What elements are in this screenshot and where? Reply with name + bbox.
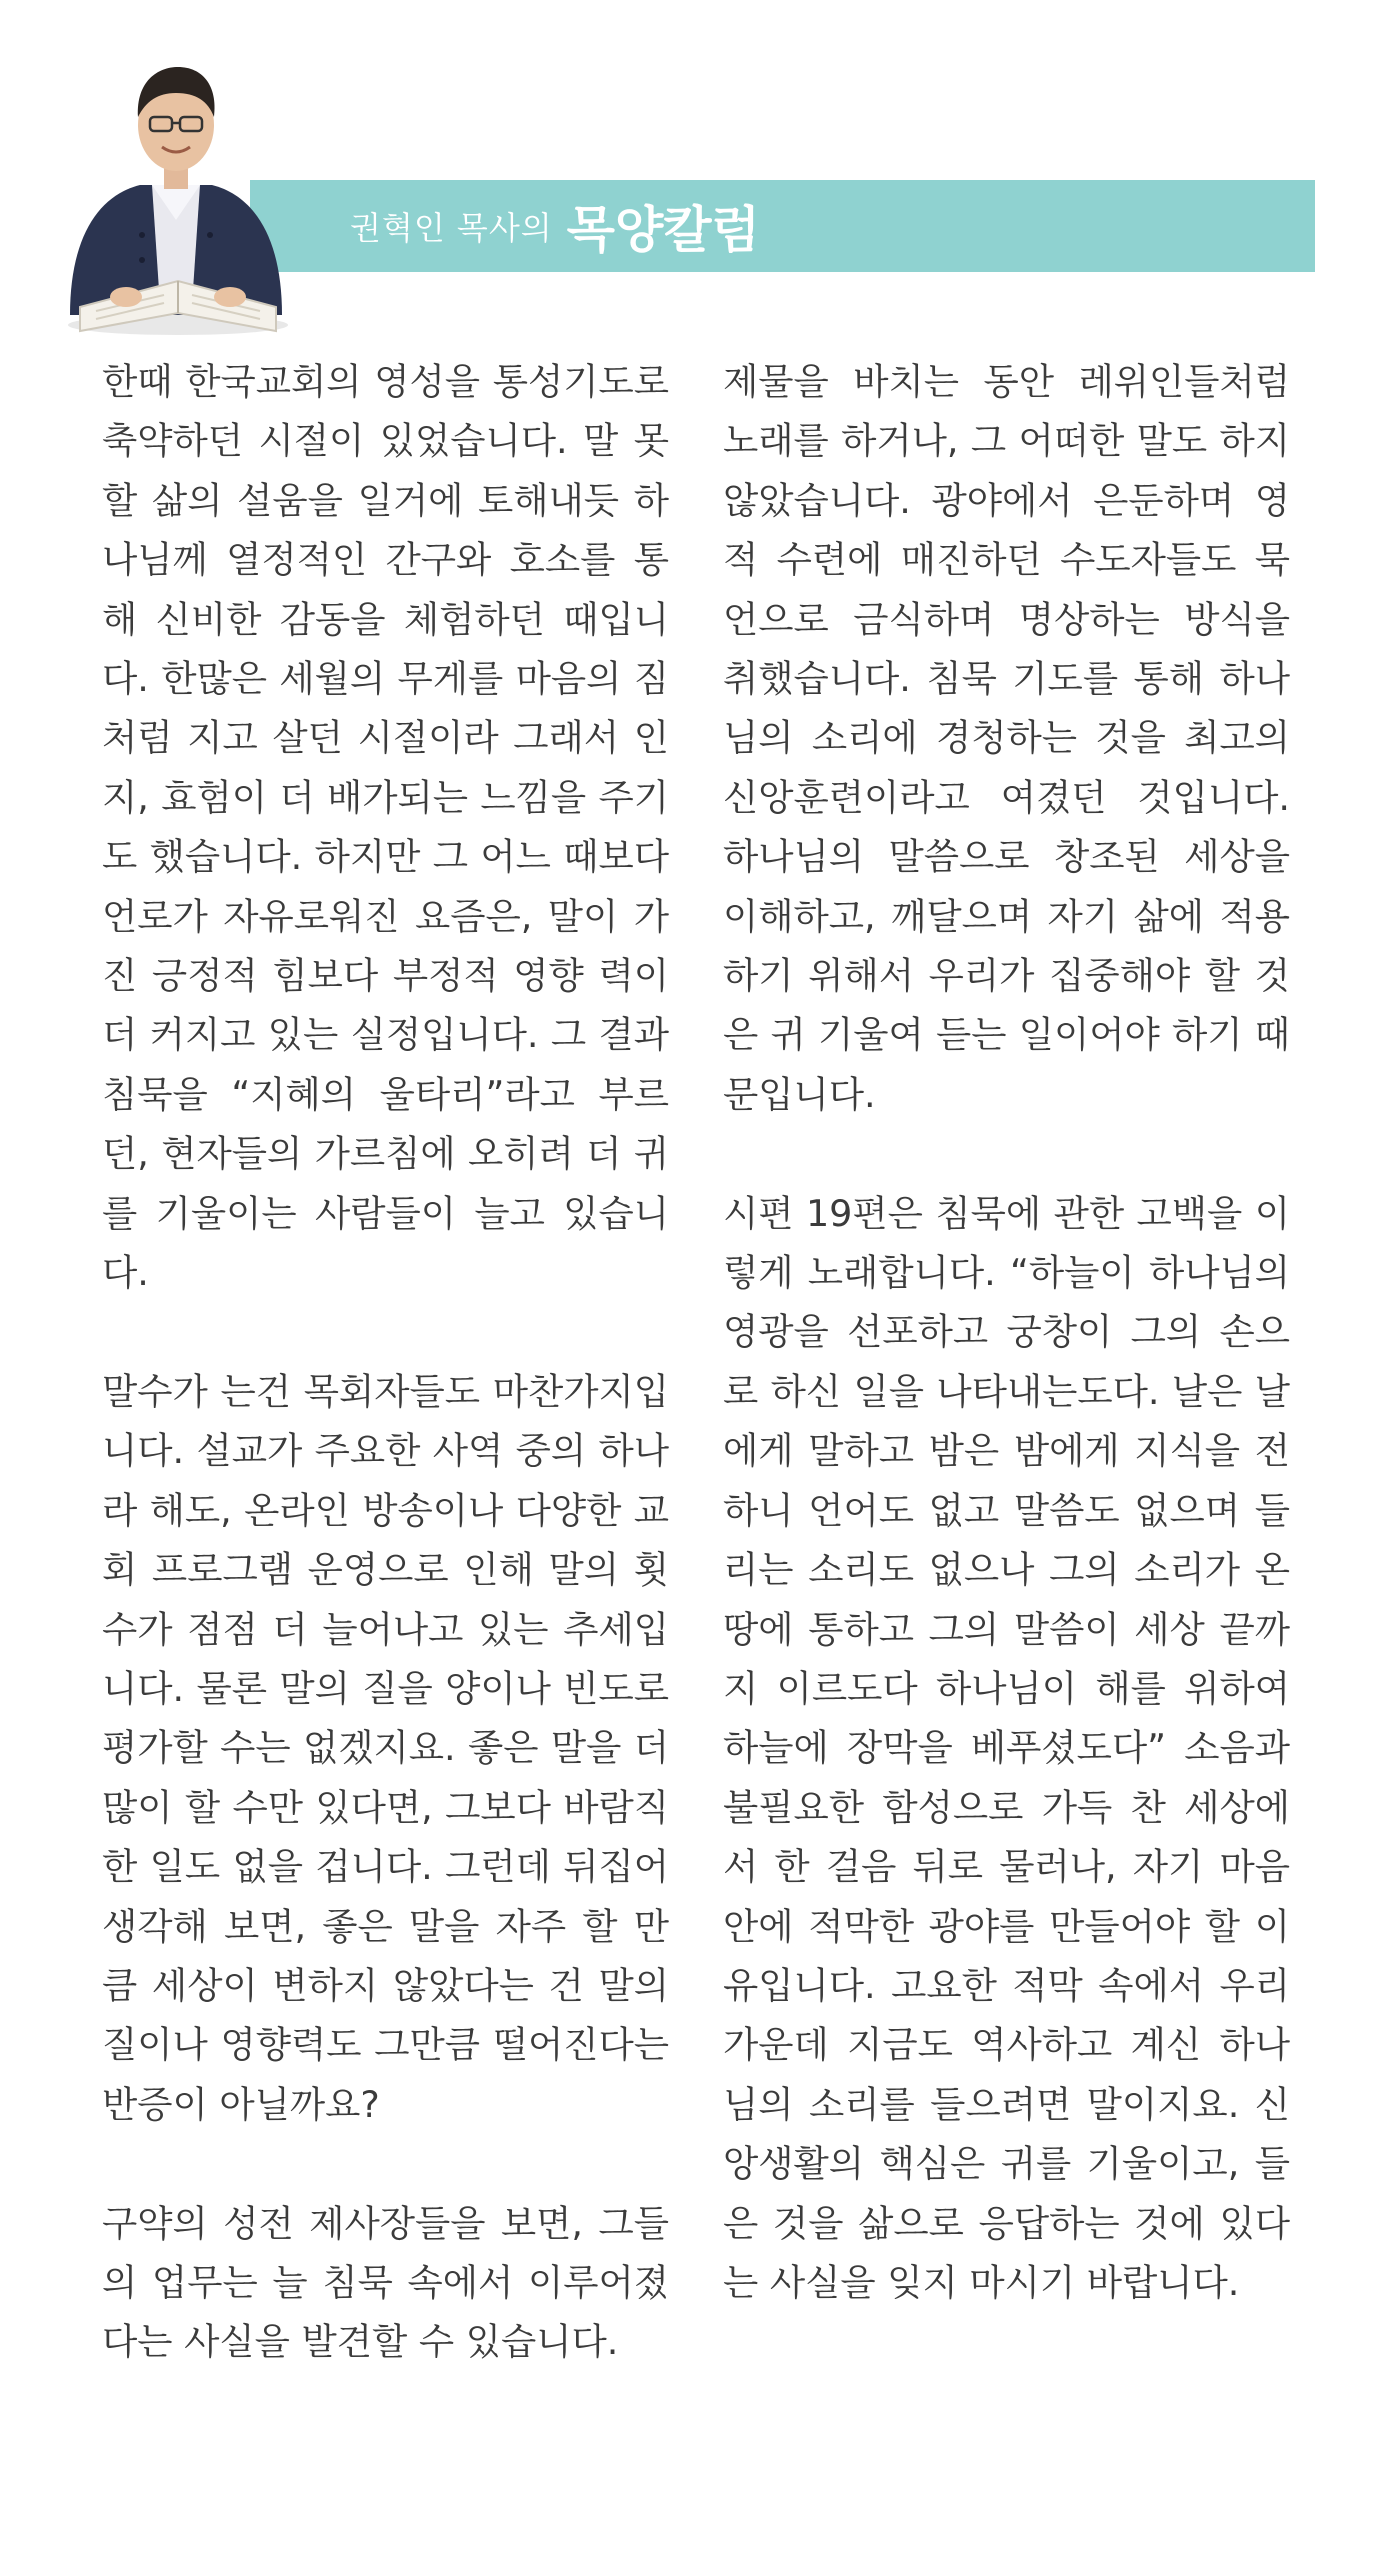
paragraph: 구약의 성전 제사장들을 보면, 그들의 업무는 늘 침묵 속에서 이루어졌다는 사실을 발견할 수 있습니다. <box>102 2201 669 2364</box>
paragraph-gap <box>102 1303 669 1362</box>
pastor-portrait-illustration <box>60 45 292 337</box>
article-column-left <box>102 352 669 2372</box>
paragraph: 한때 한국교회의 영성을 통성기도로 축약하던 시절이 있었습니다. 말 못할 삶의 설움을 일거에 토해내듯 하나님께 열정적인 간구와 호소를 통해 신비한 감동을 체험하던 때입니다. 한많은 세월의 무게를 마음의 짐처럼 지고 살던 시절이라 그래서 인지, 효험이 더 배가되는 느낌을 주기도 했습니다. 하지만 그 어느 때보다 언로가 자유로워진 요즘은, 말이 가진 긍정적 힘보다 부정적 영향 력이 더 커지고 있는 실정입니다. 그 결과 침묵을 “지혜의 울타리”라고 부르던, 현자들의 가르침에 오히려 더 귀를 기울이는 사람들이 늘고 있습니다. <box>102 360 669 1295</box>
paragraph: 말수가 는건 목회자들도 마찬가지입니다. 설교가 주요한 사역 중의 하나라 해도, 온라인 방송이나 다양한 교회 프로그램 운영으로 인해 말의 횟수가 점점 더 늘어나고 있는 추세입니다. 물론 말의 질을 양이나 빈도로 평가할 수는 없겠지요. 좋은 말을 더 많이 할 수만 있다면, 그보다 바람직한 일도 없을 겁니다. 그런데 뒤집어 생각해 보면, 좋은 말을 자주 할 만큼 세상이 변하지 않았다는 건 말의 질이나 영향력도 그만큼 떨어진다는 반증이 아닐까요? <box>102 1369 669 2126</box>
paragraph-gap <box>102 2134 669 2193</box>
column-title-banner <box>250 180 1315 272</box>
column-title <box>350 180 760 272</box>
column-main-title: 목양칼럼 <box>566 200 760 259</box>
paragraph: 제물을 바치는 동안 레위인들처럼 노래를 하거나, 그 어떠한 말도 하지 않았습니다. 광야에서 은둔하며 영적 수련에 매진하던 수도자들도 묵언으로 금식하며 명상하는 방식을 취했습니다. 침묵 기도를 통해 하나님의 소리에 경청하는 것을 최고의 신앙훈련이라고 여겼던 것입니다. 하나님의 말씀으로 창조된 세상을 이해하고, 깨달으며 자기 삶에 적용하기 위해서 우리가 집중해야 할 것은 귀 기울여 듣는 일이어야 하기 때문입니다. <box>723 360 1290 1116</box>
paragraph: 시편 19편은 침묵에 관한 고백을 이렇게 노래합니다. “하늘이 하나님의 영광을 선포하고 궁창이 그의 손으로 하신 일을 나타내는도다. 날은 날에게 말하고 밤은 밤에게 지식을 전하니 언어도 없고 말씀도 없으며 들리는 소리도 없으나 그의 소리가 온 땅에 통하고 그의 말씀이 세상 끝까지 이르도다 하나님이 해를 위하여 하늘에 장막을 베푸셨도다” 소음과 불필요한 함성으로 가득 찬 세상에서 한 걸음 뒤로 물러나, 자기 마음 안에 적막한 광야를 만들어야 할 이유입니다. 고요한 적막 속에서 우리 가운데 지금도 역사하고 계신 하나님의 소리를 들으려면 말이지요. 신앙생활의 핵심은 귀를 기울이고, 들은 것을 삶으로 응답하는 것에 있다는 사실을 잊지 마시기 바랍니다. <box>723 1191 1290 2304</box>
paragraph-gap <box>723 1124 1290 1183</box>
article-column-right <box>723 352 1290 2312</box>
pastor-portrait <box>60 45 292 337</box>
column-author-subtitle: 권혁인 목사의 <box>350 209 553 247</box>
